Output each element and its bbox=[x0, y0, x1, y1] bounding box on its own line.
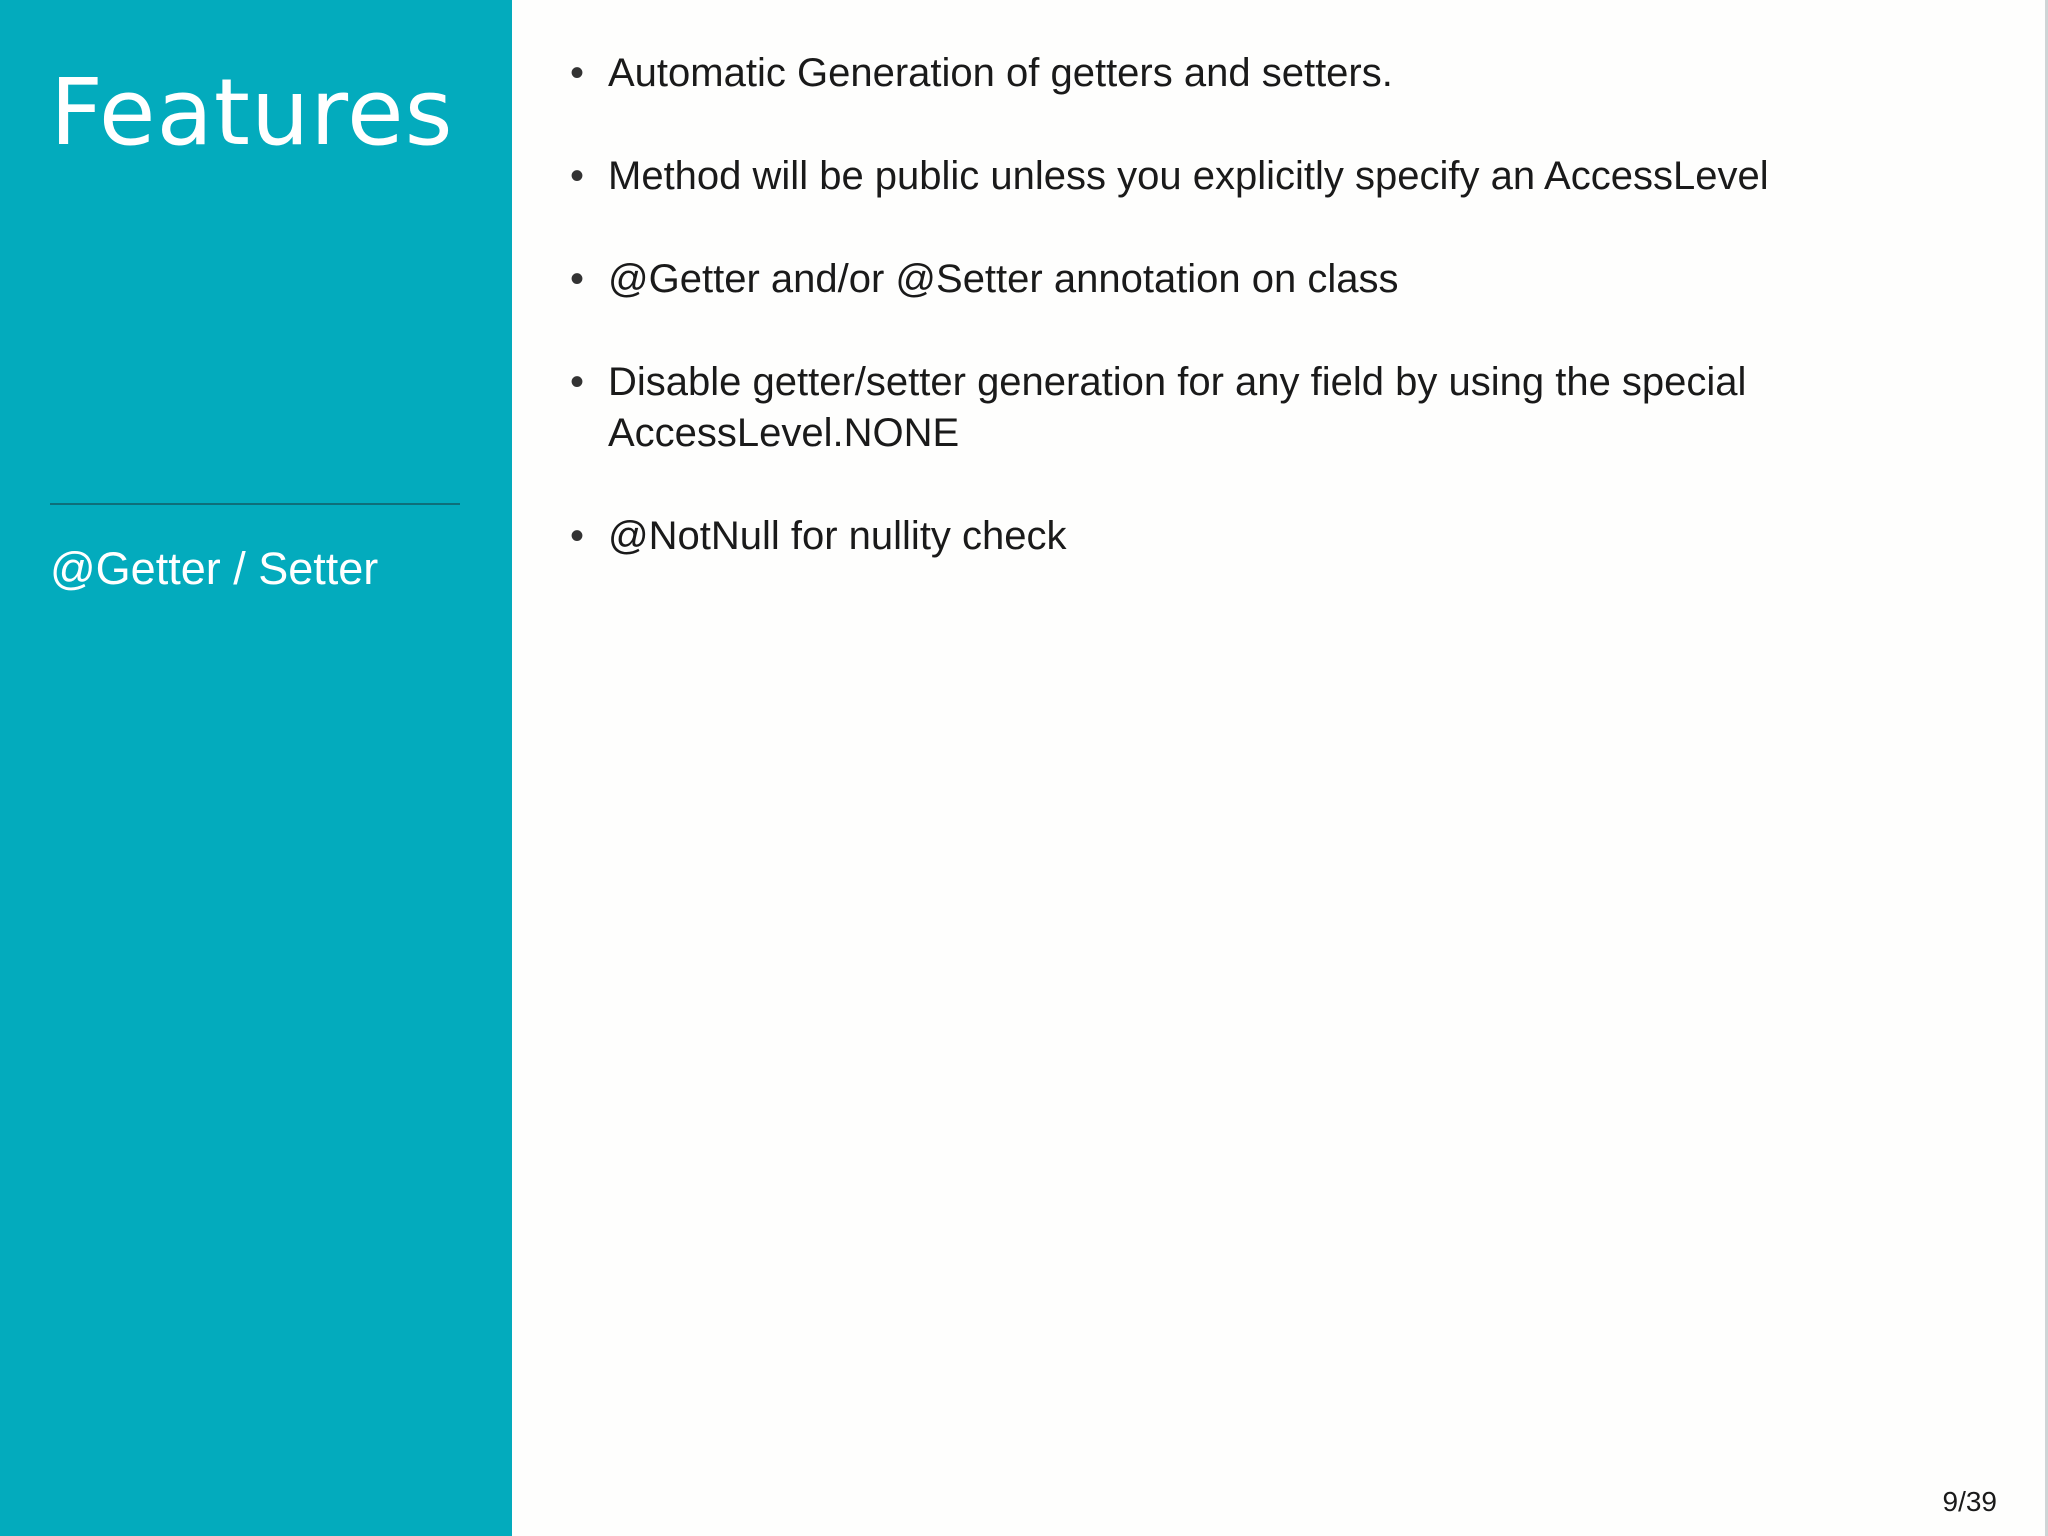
bullet-marker: • bbox=[570, 154, 585, 198]
bullet-text: Disable getter/setter generation for any field by using the special AccessLevel.NONE bbox=[608, 360, 1747, 455]
bullet-marker: • bbox=[570, 514, 585, 558]
bullet-item bbox=[570, 48, 1970, 99]
bullet-marker: • bbox=[570, 257, 585, 301]
bullet-text: @Getter and/or @Setter annotation on class bbox=[608, 257, 1399, 301]
bullet-list bbox=[570, 48, 1970, 614]
bullet-item bbox=[570, 151, 1970, 202]
bullet-text: Automatic Generation of getters and setters. bbox=[608, 51, 1393, 95]
bullet-item bbox=[570, 254, 1970, 305]
sidebar-divider bbox=[50, 503, 460, 505]
sidebar-panel bbox=[0, 0, 512, 1536]
page-number: 9/39 bbox=[1942, 1486, 1997, 1517]
bullet-item bbox=[570, 357, 1970, 459]
bullet-item bbox=[570, 511, 1970, 562]
slide-title: Features bbox=[50, 59, 454, 166]
bullet-text: @NotNull for nullity check bbox=[608, 514, 1067, 558]
bullet-text: Method will be public unless you explicitly specify an AccessLevel bbox=[608, 154, 1769, 198]
section-subtitle: @Getter / Setter bbox=[50, 543, 379, 594]
bullet-marker: • bbox=[570, 360, 585, 404]
bullet-marker: • bbox=[570, 51, 585, 95]
